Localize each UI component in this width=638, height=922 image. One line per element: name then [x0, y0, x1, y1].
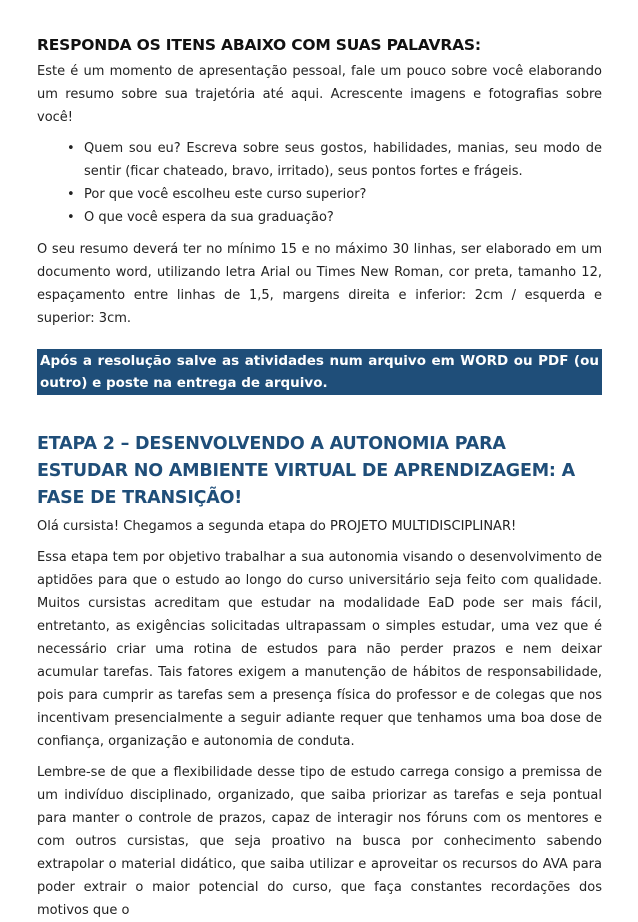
list-item: • Por que você escolheu este curso superior?	[67, 183, 602, 206]
bullet-icon: •	[67, 210, 75, 225]
bullet-icon: •	[67, 141, 75, 156]
highlight-banner: Após a resolução salve as atividades num arquivo em WORD ou PDF (ou outro) e poste na entrega de arquivo.	[37, 349, 602, 395]
list-item: • Quem sou eu? Escreva sobre seus gostos, habilidades, manias, seu modo de sentir (ficar chateado, bravo, irritado), seus pontos fortes e frágeis.	[67, 137, 602, 183]
body-paragraph-1: Essa etapa tem por objetivo trabalhar a sua autonomia visando o desenvolvimento de aptidões para que o estudo ao longo do curso universitário seja feito com qualidade. Muitos cursistas acreditam que estudar na modalidade EaD pode ser mais fácil, entretanto, as exigências solicitadas ultrapassam o simples estudar, uma vez que é necessário criar uma rotina de estudos para não perder prazos e nem deixar acumular tarefas. Tais fatores exigem a manutenção de hábitos de responsabilidade, pois para cumprir as tarefas sem a presença física do professor e de colegas que nos incentivam presencialmente a seguir adiante requer que tenhamos uma boa dose de confiança, organização e autonomia de conduta.	[37, 550, 602, 749]
intro-paragraph: Este é um momento de apresentação pessoal, fale um pouco sobre você elaborando um resumo sobre sua trajetória até aqui. Acrescente imagens e fotografias sobre você!	[37, 64, 602, 125]
greeting-line: Olá cursista! Chegamos a segunda etapa do PROJETO MULTIDISCIPLINAR!	[37, 519, 517, 534]
stage-title: ETAPA 2 – DESENVOLVENDO A AUTONOMIA PARA ESTUDAR NO AMBIENTE VIRTUAL DE APRENDIZAGEM: A FASE DE TRANSIÇÃO!	[37, 434, 575, 508]
question-list	[37, 137, 602, 229]
instructions-paragraph: O seu resumo deverá ter no mínimo 15 e no máximo 30 linhas, ser elaborado em um documento word, utilizando letra Arial ou Times New Roman, cor preta, tamanho 12, espaçamento entre linhas de 1,5, margens direita e inferior: 2cm / esquerda e superior: 3cm.	[37, 242, 602, 326]
body-paragraph-2: Lembre-se de que a flexibilidade desse tipo de estudo carrega consigo a premissa de um indivíduo disciplinado, organizado, que saiba priorizar as tarefas e seja pontual para manter o controle de prazos, capaz de interagir nos fóruns com os mentores e com outros cursistas, que seja proativo na busca por conhecimento sabendo extrapolar o material didático, que saiba utilizar e aproveitar os recursos do AVA para poder extrair o maior potencial do curso, que faça constantes recordações dos motivos que o	[37, 765, 602, 918]
section-heading: RESPONDA OS ITENS ABAIXO COM SUAS PALAVRAS:	[37, 36, 481, 54]
list-item: • O que você espera da sua graduação?	[67, 206, 602, 229]
bullet-icon: •	[67, 187, 75, 202]
